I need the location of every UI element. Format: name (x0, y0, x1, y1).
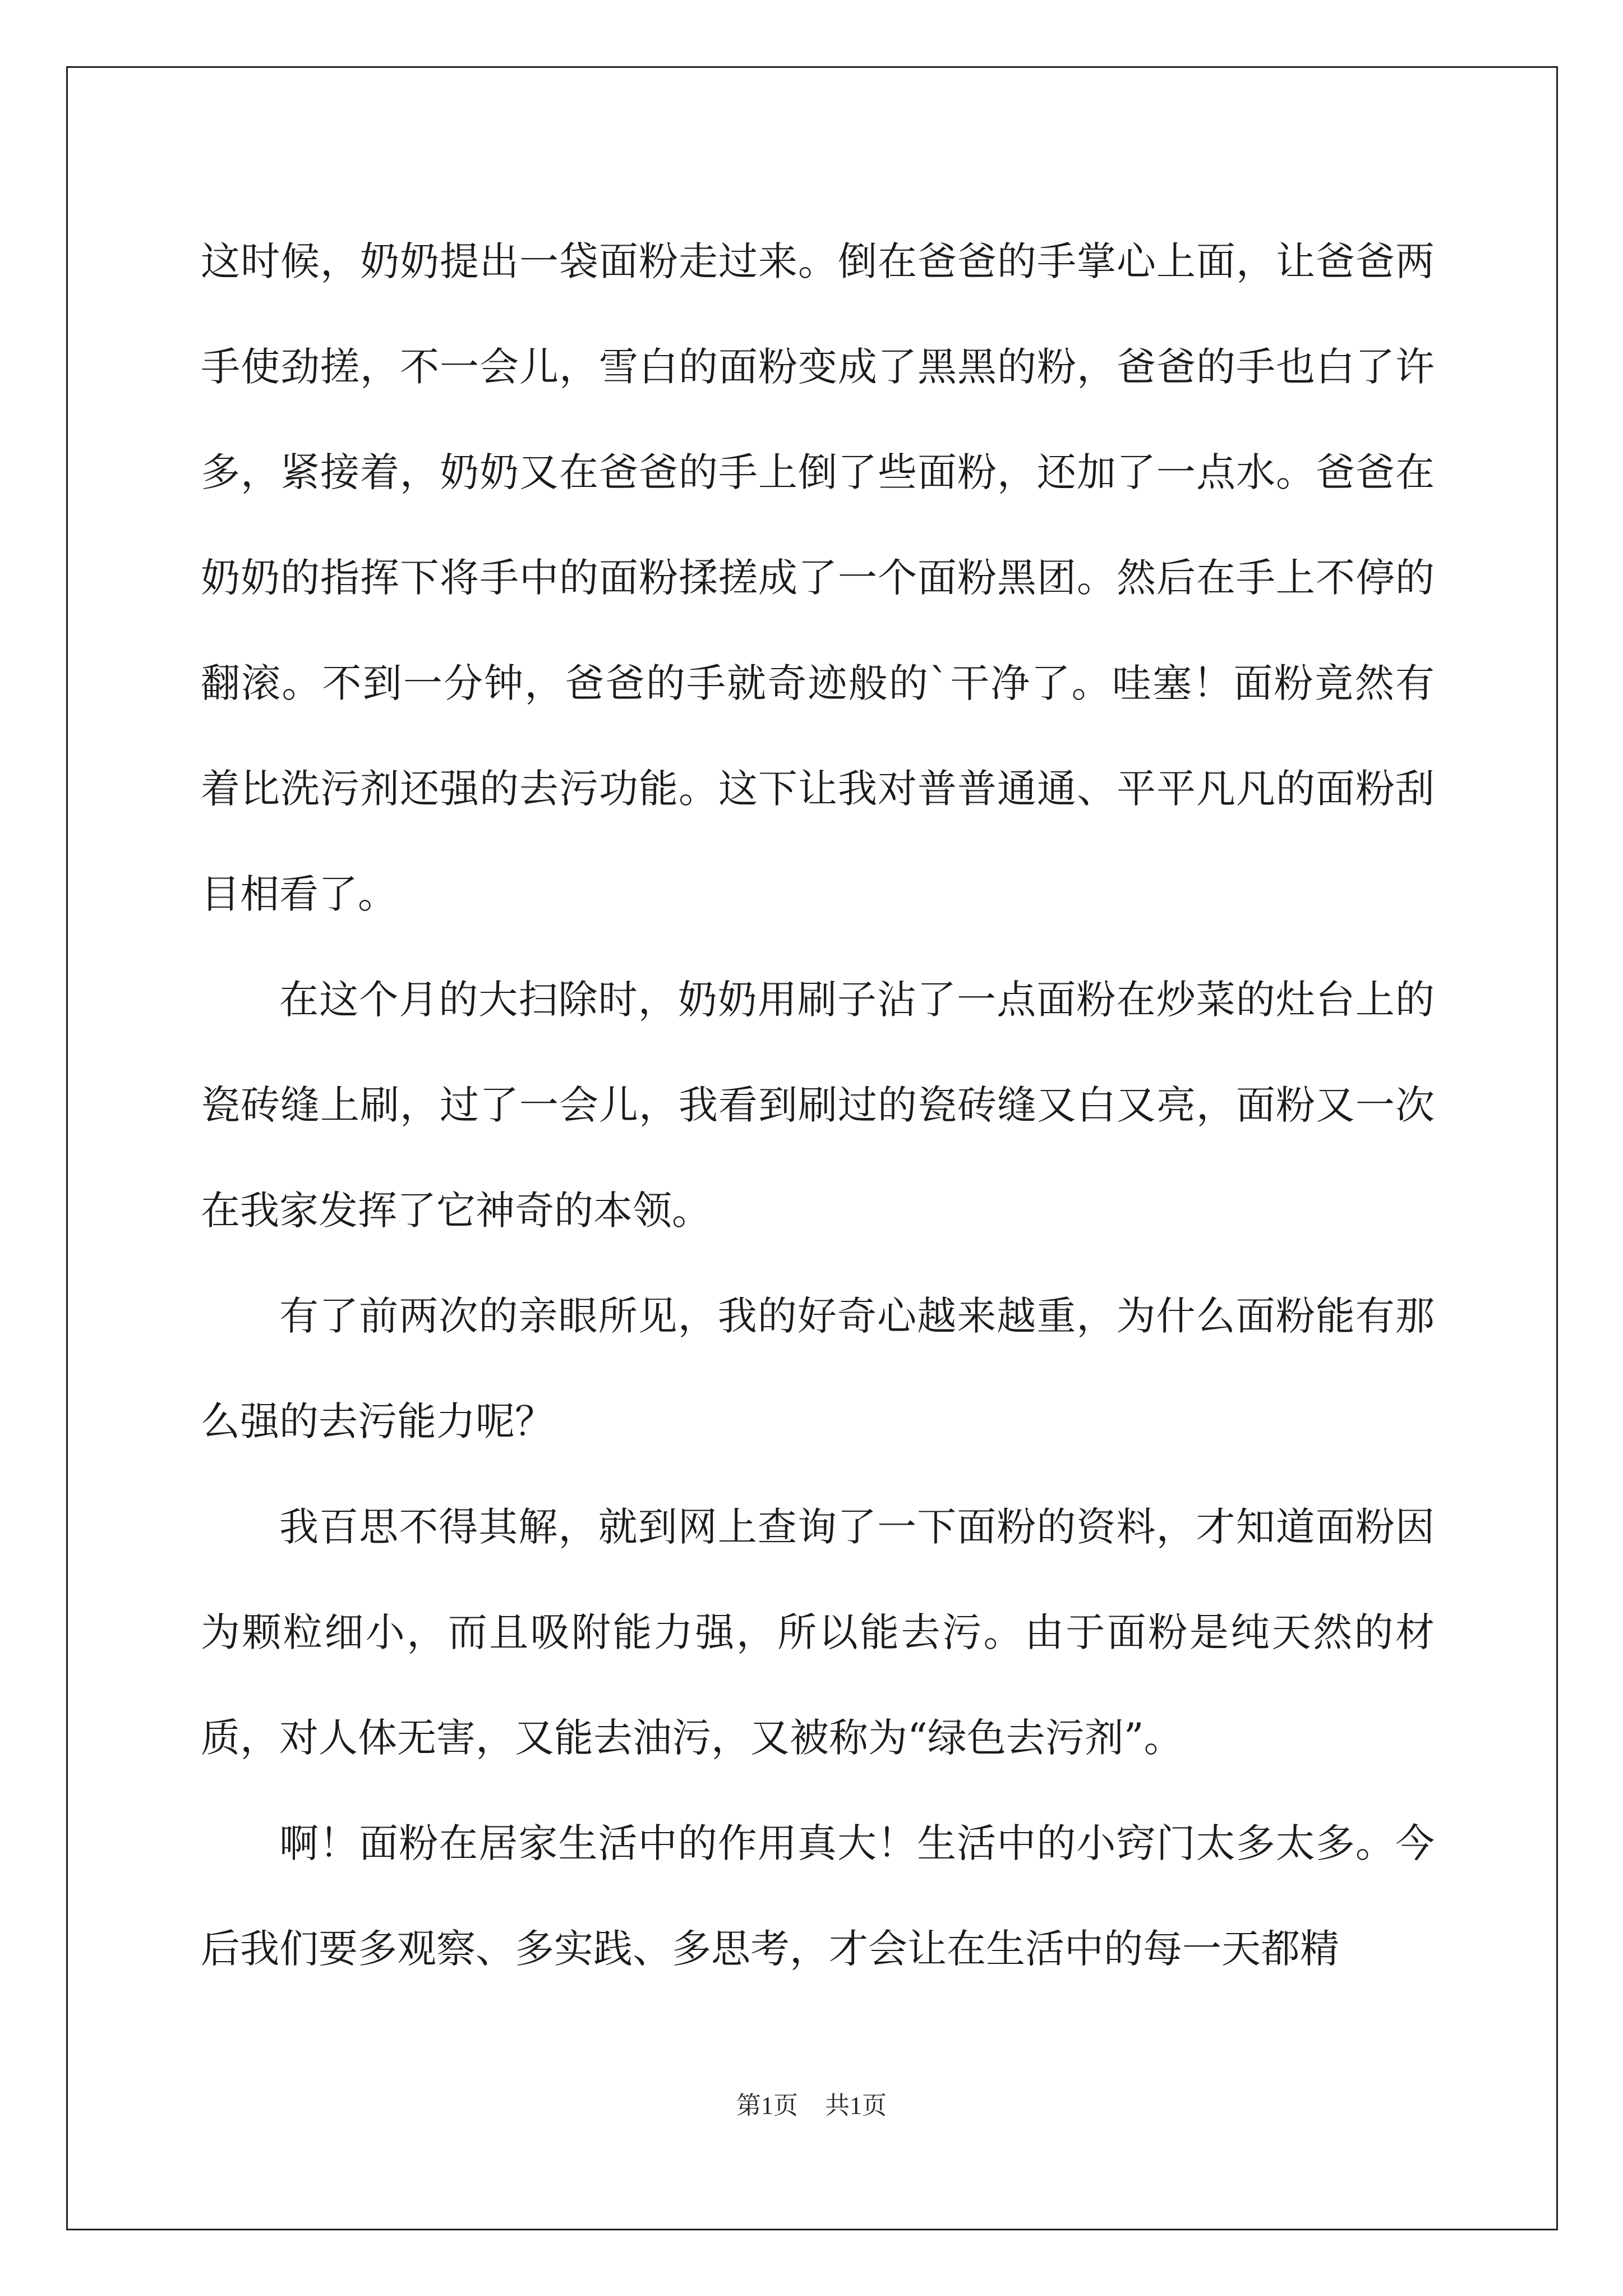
page-total: 共1页 (825, 2092, 887, 2119)
paragraph-3: 有了前两次的亲眼所见，我的好奇心越来越重，为什么面粉能有那么强的去污能力呢？ (201, 1293, 1435, 1444)
document-body (201, 209, 1435, 2001)
paragraph-5: 啊！面粉在居家生活中的作用真大！生活中的小窍门太多太多。今后我们要多观察、多实践、多思考，才会让在生活中的每一天都精 (201, 1820, 1435, 1972)
page-footer (0, 2090, 1623, 2122)
paragraph-1: 这时候，奶奶提出一袋面粉走过来。倒在爸爸的手掌心上面，让爸爸两手使劲搓，不一会儿，雪白的面粉变成了黑黑的粉，爸爸的手也白了许多，紧接着，奶奶又在爸爸的手上倒了些面粉，还加了一点水。爸爸在奶奶的指挥下将手中的面粉揉搓成了一个面粉黑团。然后在手上不停的翻滚。不到一分钟，爸爸的手就奇迹般的`干净了。哇塞！面粉竟然有着比洗污剂还强的去污功能。这下让我对普普通通、平平凡凡的面粉刮目相看了。 (201, 238, 1435, 917)
paragraph-4: 我百思不得其解，就到网上查询了一下面粉的资料，才知道面粉因为颗粒细小，而且吸附能力强，所以能去污。由于面粉是纯天然的材质，对人体无害，又能去油污，又被称为“绿色去污剂”。 (201, 1504, 1435, 1761)
page-number: 第1页 (736, 2092, 798, 2119)
paragraph-2: 在这个月的大扫除时，奶奶用刷子沾了一点面粉在炒菜的灶台上的瓷砖缝上刷，过了一会儿，我看到刷过的瓷砖缝又白又亮，面粉又一次在我家发挥了它神奇的本领。 (201, 977, 1435, 1234)
